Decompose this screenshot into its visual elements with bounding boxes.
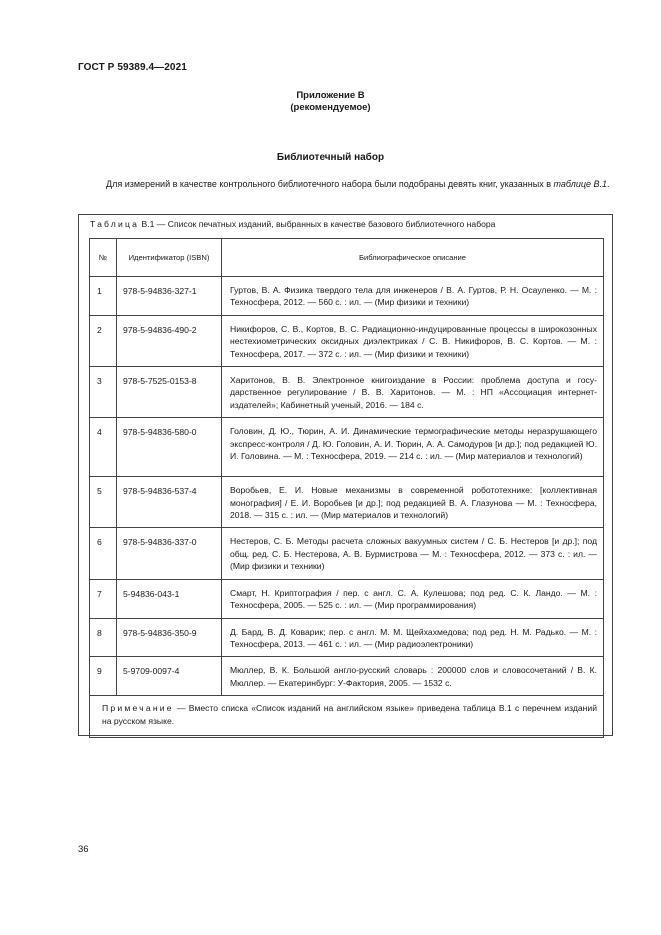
row-isbn: 978-5-94836-580-0 (117, 418, 222, 477)
row-number: 9 (90, 657, 117, 696)
table-caption (90, 219, 495, 229)
row-description: Никифоров, С. В., Кортов, В. С. Радиационно-индуцированные процессы в широкозонных нестехиометрических оксидных диэлектриках / С. В. Никифоров, В. С. Кортов. — М. : Техносфера, 2017. — 372 с. : ил. — (Мир физики и техники) (222, 315, 604, 366)
table-note-row (90, 696, 604, 738)
table-row (90, 579, 604, 618)
section-title: Библиотечный набор (276, 152, 385, 163)
row-description: Смарт, Н. Криптография / пер. с англ. С. А. Кулешова; под ред. С. К. Ландо. — М. : Техносфера, 2005. — 525 с. : ил. — (Мир программирования) (222, 579, 604, 618)
appendix-title: Приложение В (296, 90, 365, 101)
intro-text: Для измерений в качестве контрольного библиотечного набора были подобраны девять книг, указанных в (106, 179, 551, 189)
row-description: Мюллер, В. К. Большой англо-русский словарь : 200000 слов и словосочетаний / В. К. Мюллер. — Екатеринбург: У-Фактория, 2005. — 1532 с. (222, 657, 604, 696)
table-note-word: Примечание (102, 703, 174, 714)
table-row (90, 418, 604, 477)
row-description: Нестеров, С. Б. Методы расчета сложных вакуумных систем / С. Б. Нестеров [и др.]; под общ. ред. С. Б. Нестерова, А. В. Бурмистрова — М. : Техносфера, 2012. — 373 с. : ил. — (Мир физики и техники) (222, 528, 604, 579)
row-isbn: 978-5-7525-0153-8 (117, 367, 222, 418)
table-row (90, 618, 604, 657)
row-number: 4 (90, 418, 117, 477)
row-isbn: 978-5-94836-327-1 (117, 277, 222, 316)
intro-tail: . (607, 179, 610, 189)
table-row (90, 315, 604, 366)
column-header-num: № (90, 239, 117, 277)
intro-paragraph (78, 178, 618, 191)
row-isbn: 978-5-94836-537-4 (117, 477, 222, 528)
row-isbn: 5-9709-0097-4 (117, 657, 222, 696)
table-row (90, 657, 604, 696)
row-number: 7 (90, 579, 117, 618)
row-number: 8 (90, 618, 117, 657)
books-table (89, 238, 604, 738)
row-isbn: 978-5-94836-350-9 (117, 618, 222, 657)
table-caption-word: Таблица (90, 219, 140, 229)
table-reference: таблице В.1 (553, 179, 608, 189)
row-number: 5 (90, 477, 117, 528)
table-note (90, 696, 604, 738)
row-description: Харитонов, В. В. Электронное книгоиздание в России: проблема доступа и государственное регулирование / В. В. Харитонов. — М. : НП «Ассоциация интернет-издателей»; Кабинетный ученый, 2016. — 184 с. (222, 367, 604, 418)
table-note-text: — Вместо списка «Список изданий на английском языке» приведена таблица В.1 с перечнем изданий на русском языке. (102, 703, 598, 726)
table-row (90, 477, 604, 528)
row-description: Гуртов, В. А. Физика твердого тела для инженеров / В. А. Гуртов, Р. Н. Осауленко. — М. : Техносфера, 2012. — 560 с. : ил. — (Мир физики и техники) (222, 277, 604, 316)
row-isbn: 978-5-94836-490-2 (117, 315, 222, 366)
column-header-description: Библиографическое описание (222, 239, 604, 277)
row-isbn: 5-94836-043-1 (117, 579, 222, 618)
row-isbn: 978-5-94836-337-0 (117, 528, 222, 579)
table-row (90, 528, 604, 579)
row-number: 3 (90, 367, 117, 418)
column-header-isbn: Идентификатор (ISBN) (117, 239, 222, 277)
row-number: 2 (90, 315, 117, 366)
row-description: Д. Бард, В. Д. Коварик; пер. с англ. М. М. Щейхахмедова; под ред. Н. М. Радько. — М. : Техносфера, 2013. — 461 с. : ил. — (Мир радиоэлектроники) (222, 618, 604, 657)
row-number: 6 (90, 528, 117, 579)
table-header-row (90, 239, 604, 277)
table-caption-text: В.1 — Список печатных изданий, выбранных в качестве базового библиотечного набора (141, 219, 496, 229)
appendix-status: (рекомендуемое) (290, 102, 371, 113)
row-description: Головин, Д. Ю., Тюрин, А. И. Динамические термографические методы неразрушающего экспресс-контроля / Д. Ю. Головин, А. И. Тюрин, А. А. Самодуров [и др.]; под редакцией Ю. И. Головина. — М. : Техносфера, 2019. — 214 с. : ил. — (Мир материалов и технологий) (222, 418, 604, 477)
page-number: 36 (78, 844, 89, 855)
table-row (90, 277, 604, 316)
row-number: 1 (90, 277, 117, 316)
table-row (90, 367, 604, 418)
row-description: Воробьев, Е. И. Новые механизмы в современной робототехнике: [коллективная монография] / Е. И. Воробьев [и др.]; под редакцией В. А. Глазунова — М. : Техносфера, 2018. — 315 с. : ил. — (Мир материалов и технологий) (222, 477, 604, 528)
document-code: ГОСТ Р 59389.4—2021 (78, 62, 187, 73)
